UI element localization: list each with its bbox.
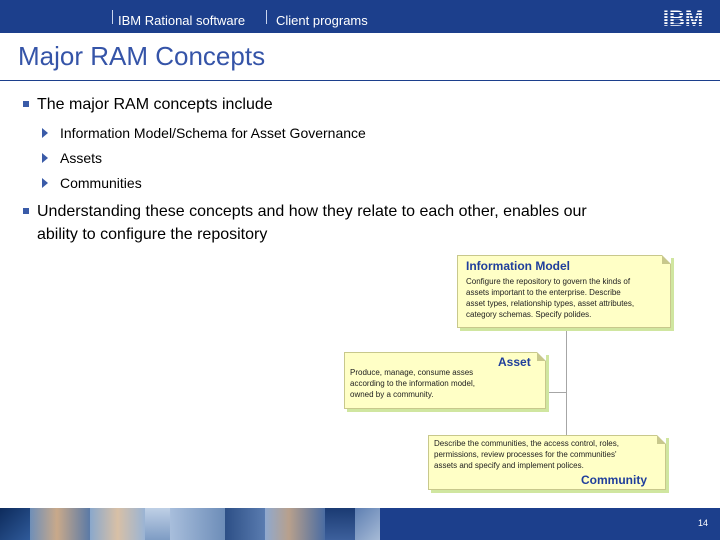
title-divider bbox=[0, 80, 720, 81]
arrow-right-icon bbox=[42, 153, 48, 163]
photo-tile bbox=[355, 508, 380, 540]
note-line: Describe the communities, the access control, roles, bbox=[434, 439, 619, 448]
photo-tile bbox=[90, 508, 145, 540]
sub-bullet-text: Assets bbox=[60, 150, 103, 166]
bullet-2 bbox=[37, 203, 587, 221]
header-bar bbox=[0, 0, 720, 33]
asset-description bbox=[350, 367, 542, 400]
photo-tile bbox=[170, 508, 225, 540]
bullet-2-continued bbox=[37, 226, 267, 244]
bullet-2-line-2: ability to configure the repository bbox=[37, 226, 268, 243]
bullet-square-icon bbox=[23, 208, 29, 214]
header-product: IBM Rational software bbox=[118, 13, 246, 28]
sub-bullet-text: Communities bbox=[60, 175, 142, 191]
note-line: assets and specify and implement polices. bbox=[434, 461, 584, 470]
slide-title: Major RAM Concepts bbox=[18, 41, 266, 71]
photo-tile bbox=[325, 508, 355, 540]
photo-tile bbox=[145, 508, 170, 540]
bullet-2-line-1: Understanding these concepts and how they relate to each other, enables our bbox=[37, 203, 587, 220]
asset-title: Asset bbox=[498, 355, 531, 369]
community-title: Community bbox=[581, 473, 647, 487]
note-line: asset types, relationship types, asset attributes, bbox=[466, 299, 635, 308]
folded-corner-icon bbox=[662, 255, 671, 264]
note-line: according to the information model, bbox=[350, 379, 475, 388]
photo-tile bbox=[30, 508, 90, 540]
connector-line bbox=[545, 392, 566, 393]
sub-bullet bbox=[60, 150, 102, 166]
note-line: category schemas. Specify polides. bbox=[466, 310, 592, 319]
header-divider bbox=[266, 10, 267, 24]
community-note bbox=[428, 435, 666, 490]
photo-tile bbox=[225, 508, 265, 540]
asset-note bbox=[344, 352, 546, 409]
footer-photo-strip bbox=[0, 508, 380, 540]
sub-bullet bbox=[60, 125, 366, 141]
connector-line bbox=[566, 328, 567, 435]
bullet-1 bbox=[37, 96, 273, 114]
folded-corner-icon bbox=[537, 352, 546, 361]
note-line: Produce, manage, consume asses bbox=[350, 368, 474, 377]
arrow-right-icon bbox=[42, 128, 48, 138]
sub-bullet-text: Information Model/Schema for Asset Governance bbox=[60, 125, 366, 141]
bullet-1-text: The major RAM concepts include bbox=[37, 96, 273, 113]
arrow-right-icon bbox=[42, 178, 48, 188]
header-section: Client programs bbox=[276, 13, 368, 28]
information-model-note bbox=[457, 255, 671, 328]
header-divider bbox=[112, 10, 113, 24]
information-model-description bbox=[466, 276, 666, 320]
sub-bullet bbox=[60, 175, 142, 191]
bullet-square-icon bbox=[23, 101, 29, 107]
information-model-title: Information Model bbox=[466, 259, 570, 273]
note-line: owned by a community. bbox=[350, 390, 434, 399]
ibm-logo bbox=[656, 6, 710, 30]
note-line: permissions, review processes for the communities' bbox=[434, 450, 617, 459]
photo-tile bbox=[0, 508, 30, 540]
community-description bbox=[434, 438, 662, 471]
note-line: Configure the repository to govern the kinds of bbox=[466, 277, 631, 286]
note-line: assets important to the enterprise. Describe bbox=[466, 288, 621, 297]
photo-tile bbox=[265, 508, 325, 540]
page-number: 14 bbox=[697, 518, 708, 528]
